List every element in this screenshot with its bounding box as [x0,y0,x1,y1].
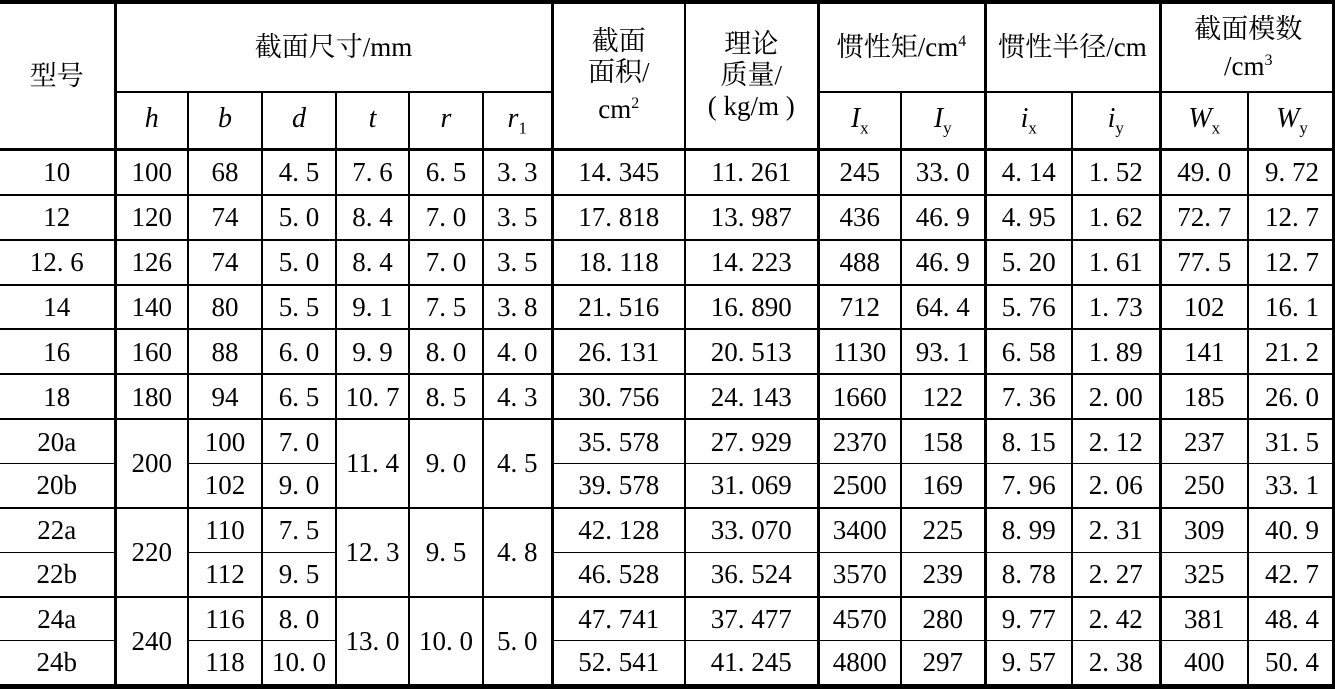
cell-Wy: 21. 2 [1248,329,1335,374]
col-header-Iy [901,92,985,149]
cell-iy: 2. 31 [1072,508,1160,552]
table-row [0,508,1335,552]
col-header-t [336,92,409,149]
cell-area: 30. 756 [552,374,685,419]
cell-Ix: 4800 [818,641,901,684]
var-base: W [1276,102,1300,134]
cell-ix: 5. 20 [985,240,1072,285]
cell-area: 35. 578 [552,419,685,463]
var-base: r [440,102,452,134]
var-base: i [1107,102,1116,134]
var-subscript: 1 [518,118,527,138]
cell-d: 5. 0 [262,240,336,285]
cell-Iy: 280 [901,597,985,641]
cell-h-merged: 240 [115,597,188,684]
cell-model: 20b [0,464,115,508]
cell-ix: 7. 96 [985,464,1072,508]
cell-b: 116 [188,597,262,641]
cell-iy: 2. 38 [1072,641,1160,684]
cell-Wx: 141 [1160,329,1248,374]
cell-Wy: 40. 9 [1248,508,1335,552]
area-unit [554,88,685,125]
cell-t-merged: 11. 4 [336,419,409,508]
cell-mass: 14. 223 [685,240,818,285]
cell-r1: 3. 5 [483,195,552,240]
cell-d: 9. 0 [262,464,336,508]
col-header-h [115,92,188,149]
cell-Wy: 48. 4 [1248,597,1335,641]
cell-h: 180 [115,374,188,419]
cell-d: 4. 5 [262,149,336,195]
cell-Ix: 488 [818,240,901,285]
var-base: t [368,102,377,134]
cell-iy: 1. 73 [1072,285,1160,330]
cell-b: 118 [188,641,262,684]
col-header-r1 [483,92,552,149]
cell-Iy: 225 [901,508,985,552]
cell-model: 16 [0,329,115,374]
var-base: I [850,102,861,134]
cell-Ix: 3570 [818,552,901,596]
var-base: W [1188,102,1212,134]
mass-label-line2: 质量/ [720,60,783,91]
cell-model: 24b [0,641,115,684]
cell-t: 9. 9 [336,329,409,374]
table-row [0,374,1335,419]
col-group-inertia [818,4,985,92]
table-row [0,641,1335,684]
cell-Iy: 33. 0 [901,149,985,195]
var-base: r [507,102,519,134]
cell-Ix: 2500 [818,464,901,508]
cell-d: 7. 0 [262,419,336,463]
cell-iy: 2. 12 [1072,419,1160,463]
cell-Wy: 31. 5 [1248,419,1335,463]
cell-r-merged: 9. 5 [409,508,483,597]
area-label-line2: 面积/ [588,57,650,88]
cell-mass: 20. 513 [685,329,818,374]
inertia-unit-superscript: 4 [958,33,967,51]
cell-ix: 8. 78 [985,552,1072,596]
cell-mass: 11. 261 [685,149,818,195]
cell-r1-merged: 5. 0 [483,597,552,684]
cell-d: 5. 0 [262,195,336,240]
cell-b: 94 [188,374,262,419]
col-header-mass [685,4,818,149]
cell-Wx: 325 [1160,552,1248,596]
cell-Wx: 250 [1160,464,1248,508]
cell-r: 8. 0 [409,329,483,374]
cell-mass: 33. 070 [685,508,818,552]
cell-Ix: 2370 [818,419,901,463]
cell-Wy: 16. 1 [1248,285,1335,330]
cell-r: 7. 0 [409,195,483,240]
col-header-b [188,92,262,149]
var-base: i [1020,102,1029,134]
cell-iy: 2. 06 [1072,464,1160,508]
col-header-r [409,92,483,149]
cell-Ix: 4570 [818,597,901,641]
cell-t: 8. 4 [336,240,409,285]
col-header-Wx [1160,92,1248,149]
cell-t-merged: 12. 3 [336,508,409,597]
cell-b: 100 [188,419,262,463]
col-header-model: 型号 [0,4,115,149]
table-row [0,597,1335,641]
cell-iy: 1. 62 [1072,195,1160,240]
table-row [0,149,1335,195]
cell-r1: 3. 3 [483,149,552,195]
cell-Iy: 239 [901,552,985,596]
cell-ix: 4. 95 [985,195,1072,240]
cell-r-merged: 10. 0 [409,597,483,684]
cell-Iy: 122 [901,374,985,419]
cell-area: 21. 516 [552,285,685,330]
steel-section-table [0,4,1335,684]
cell-r: 6. 5 [409,149,483,195]
cell-r: 8. 5 [409,374,483,419]
cell-Wy: 26. 0 [1248,374,1335,419]
cell-b: 102 [188,464,262,508]
cell-Wx: 185 [1160,374,1248,419]
cell-area: 18. 118 [552,240,685,285]
cell-Wx: 237 [1160,419,1248,463]
table-row [0,240,1335,285]
cell-mass: 36. 524 [685,552,818,596]
inertia-group-text: 惯性矩/cm [836,32,959,63]
cell-ix: 8. 15 [985,419,1072,463]
cell-mass: 31. 069 [685,464,818,508]
mass-unit: ( kg/m ) [707,91,795,122]
area-label-line1: 截面 [591,26,646,57]
cell-model: 24a [0,597,115,641]
var-subscript: x [1211,118,1221,138]
cell-model: 22a [0,508,115,552]
col-header-area [552,4,685,149]
cell-d: 10. 0 [262,641,336,684]
cell-b: 88 [188,329,262,374]
area-unit-text: cm [598,94,632,125]
cell-mass: 41. 245 [685,641,818,684]
cell-Wy: 9. 72 [1248,149,1335,195]
cell-t: 8. 4 [336,195,409,240]
cell-ix: 7. 36 [985,374,1072,419]
cell-Wx: 381 [1160,597,1248,641]
cell-model: 12. 6 [0,240,115,285]
cell-d: 6. 0 [262,329,336,374]
cell-model: 14 [0,285,115,330]
cell-Wy: 33. 1 [1248,464,1335,508]
var-base: b [218,102,232,134]
cell-area: 39. 578 [552,464,685,508]
cell-iy: 1. 61 [1072,240,1160,285]
cell-Ix: 1130 [818,329,901,374]
cell-area: 14. 345 [552,149,685,195]
col-group-modulus [1160,4,1335,92]
area-unit-superscript: 2 [631,95,640,113]
cell-r1-merged: 4. 5 [483,419,552,508]
cell-mass: 16. 890 [685,285,818,330]
cell-h-merged: 200 [115,419,188,508]
cell-r: 7. 0 [409,240,483,285]
col-header-Wy [1248,92,1335,149]
cell-Iy: 297 [901,641,985,684]
cell-iy: 1. 89 [1072,329,1160,374]
cell-r1-merged: 4. 8 [483,508,552,597]
col-header-ix [985,92,1072,149]
cell-b: 80 [188,285,262,330]
cell-iy: 2. 27 [1072,552,1160,596]
var-subscript: x [860,118,869,138]
cell-Iy: 64. 4 [901,285,985,330]
cell-model: 12 [0,195,115,240]
cell-model: 18 [0,374,115,419]
cell-r1: 4. 0 [483,329,552,374]
cell-b: 110 [188,508,262,552]
cell-Ix: 1660 [818,374,901,419]
cell-ix: 9. 57 [985,641,1072,684]
cell-area: 17. 818 [552,195,685,240]
table-row [0,464,1335,508]
cell-ix: 9. 77 [985,597,1072,641]
cell-area: 47. 741 [552,597,685,641]
col-group-radius [985,4,1160,92]
var-base: d [292,102,306,134]
cell-Ix: 245 [818,149,901,195]
cell-h: 100 [115,149,188,195]
radius-group-text: 惯性半径/cm [998,32,1147,63]
cell-d: 7. 5 [262,508,336,552]
cell-iy: 2. 42 [1072,597,1160,641]
cell-Iy: 169 [901,464,985,508]
cell-t: 9. 1 [336,285,409,330]
col-header-iy [1072,92,1160,149]
cell-h: 160 [115,329,188,374]
cell-b: 112 [188,552,262,596]
cell-d: 9. 5 [262,552,336,596]
cell-Iy: 46. 9 [901,240,985,285]
cell-r: 7. 5 [409,285,483,330]
cell-Wy: 12. 7 [1248,195,1335,240]
cell-h: 120 [115,195,188,240]
cell-iy: 2. 00 [1072,374,1160,419]
var-base: I [933,102,944,134]
col-group-section-dims: 截面尺寸/mm [115,4,552,92]
cell-model: 10 [0,149,115,195]
cell-area: 26. 131 [552,329,685,374]
modulus-label-line1: 截面模数 [1194,13,1303,44]
cell-area: 42. 128 [552,508,685,552]
var-subscript: y [943,118,952,138]
cell-Wx: 49. 0 [1160,149,1248,195]
cell-Wx: 77. 5 [1160,240,1248,285]
table-row [0,419,1335,463]
cell-h-merged: 220 [115,508,188,597]
cell-Ix: 3400 [818,508,901,552]
cell-mass: 24. 143 [685,374,818,419]
modulus-unit-superscript: 3 [1264,51,1273,69]
table-row [0,552,1335,596]
cell-Iy: 93. 1 [901,329,985,374]
cell-d: 5. 5 [262,285,336,330]
cell-t: 7. 6 [336,149,409,195]
cell-b: 74 [188,240,262,285]
cell-ix: 8. 99 [985,508,1072,552]
cell-area: 52. 541 [552,641,685,684]
cell-Wx: 400 [1160,641,1248,684]
cell-b: 68 [188,149,262,195]
table-row [0,285,1335,330]
cell-Wx: 102 [1160,285,1248,330]
modulus-unit-text: /cm [1224,50,1265,81]
col-header-Ix [818,92,901,149]
cell-Ix: 712 [818,285,901,330]
cell-iy: 1. 52 [1072,149,1160,195]
cell-mass: 37. 477 [685,597,818,641]
cell-t: 10. 7 [336,374,409,419]
cell-mass: 13. 987 [685,195,818,240]
cell-ix: 6. 58 [985,329,1072,374]
cell-d: 8. 0 [262,597,336,641]
cell-h: 126 [115,240,188,285]
col-header-d [262,92,336,149]
cell-h: 140 [115,285,188,330]
cell-model: 20a [0,419,115,463]
table-row [0,195,1335,240]
cell-Wx: 72. 7 [1160,195,1248,240]
cell-Wy: 50. 4 [1248,641,1335,684]
var-subscript: y [1299,118,1308,138]
cell-d: 6. 5 [262,374,336,419]
cell-r1: 3. 8 [483,285,552,330]
modulus-unit [1162,45,1335,82]
cell-r1: 4. 3 [483,374,552,419]
cell-model: 22b [0,552,115,596]
cell-area: 46. 528 [552,552,685,596]
cell-t-merged: 13. 0 [336,597,409,684]
cell-b: 74 [188,195,262,240]
cell-Ix: 436 [818,195,901,240]
cell-ix: 4. 14 [985,149,1072,195]
cell-Wy: 42. 7 [1248,552,1335,596]
mass-label-line1: 理论 [724,29,779,60]
var-subscript: x [1028,118,1037,138]
cell-ix: 5. 76 [985,285,1072,330]
cell-Wx: 309 [1160,508,1248,552]
cell-r-merged: 9. 0 [409,419,483,508]
cell-mass: 27. 929 [685,419,818,463]
cell-Iy: 46. 9 [901,195,985,240]
cell-Wy: 12. 7 [1248,240,1335,285]
var-subscript: y [1115,118,1124,138]
cell-r1: 3. 5 [483,240,552,285]
table-row [0,329,1335,374]
var-base: h [144,102,159,134]
cell-Iy: 158 [901,419,985,463]
